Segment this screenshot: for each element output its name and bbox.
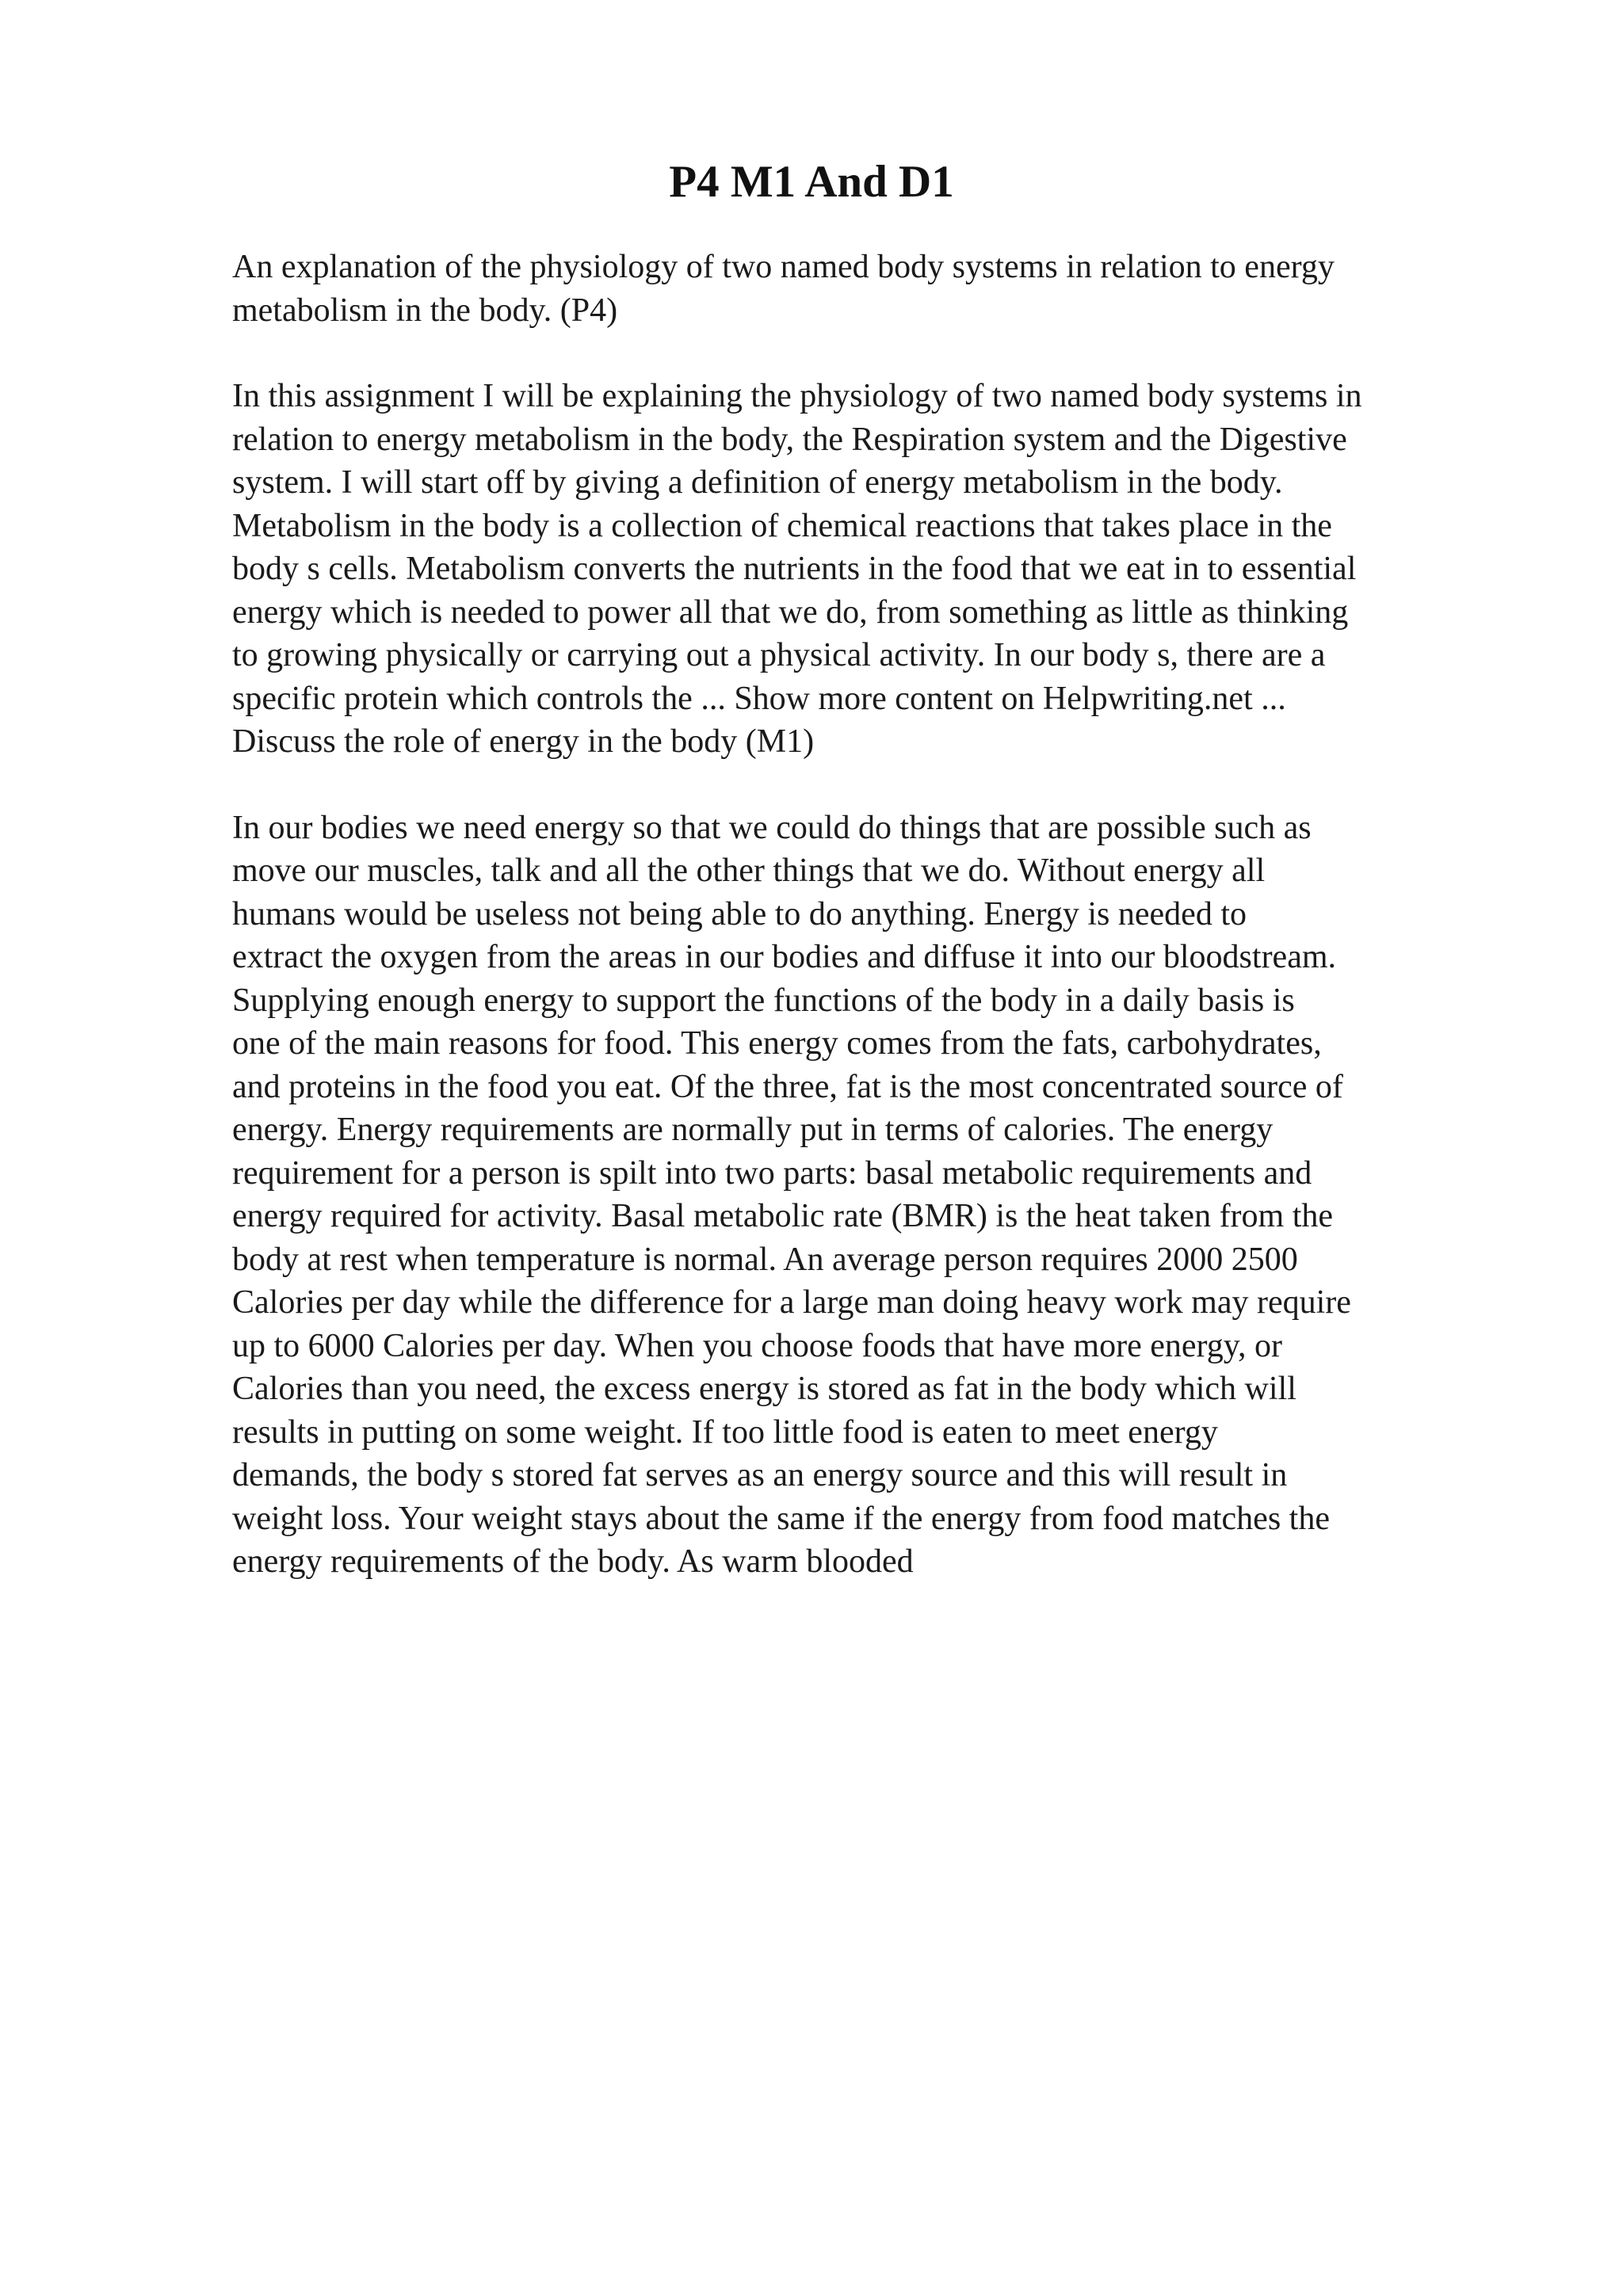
- document-title: P4 M1 And D1: [669, 157, 954, 207]
- m1-paragraph: In our bodies we need energy so that we could do things that are possible such as move our muscles, talk and all the other things that we do. Without energy all humans would be useless not being able to do anything. Energy is needed to extract the oxygen from the areas in our bodies and diffuse it into our bloodstream. Supplying enough energy to support the functions of the body in a daily basis is one of the main reasons for food. This energy comes from the fats, carbohydrates, and proteins in the food you eat. Of the three, fat is the most concentrated source of energy. Energy requirements are normally put in terms of calories. The energy requirement for a person is spilt into two parts: basal metabolic requirements and energy required for activity. Basal metabolic rate (BMR) is the heat taken from the body at rest when temperature is normal. An average person requires 2000 2500 Calories per day while the difference for a large man doing heavy work may require up to 6000 Calories per day. When you choose foods that have more energy, or Calories than you need, the excess energy is stored as fat in the body which will results in putting on some weight. If too little food is eaten to meet energy demands, the body s stored fat serves as an energy source and this will result in weight loss. Your weight stays about the same if the energy from food matches the energy requirements of the body. As warm blooded: [232, 809, 1351, 1580]
- p4-paragraph: In this assignment I will be explaining the physiology of two named body systems in relation to energy metabolism in the body, the Respiration system and the Digestive system. I will start off by giving a definition of energy metabolism in the body. Metabolism in the body is a collection of chemical reactions that takes place in the body s cells. Metabolism converts the nutrients in the food that we eat in to essential energy which is needed to power all that we do, from something as little as thinking to growing physically or carrying out a physical activity. In our body s, there are a specific protein which controls the ... Show more content on Helpwriting.net ... Discuss the role of energy in the body (M1): [232, 378, 1362, 760]
- document-body: [232, 246, 1516, 1584]
- intro-paragraph: An explanation of the physiology of two named body systems in relation to energy metabolism in the body. (P4): [232, 249, 1335, 329]
